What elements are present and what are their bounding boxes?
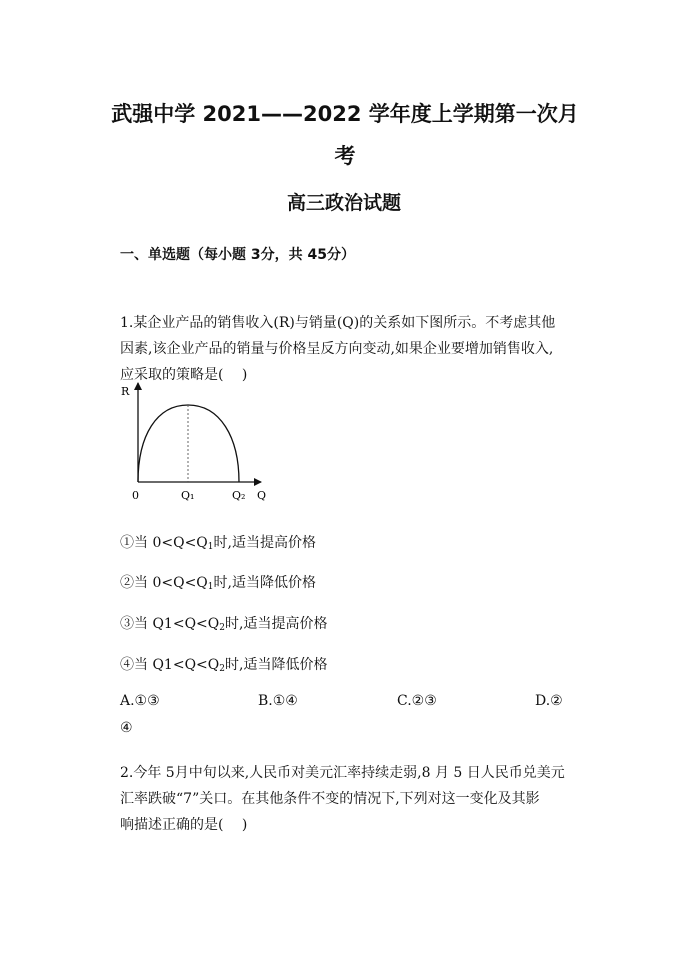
exam-title-line2: 考 — [334, 144, 356, 168]
option-text: 当 0<Q<Q — [134, 575, 208, 591]
y-axis-label: R — [121, 385, 130, 398]
option-text: 当 Q1<Q<Q — [134, 657, 220, 673]
section-heading: 一、单选题（每小题 3分，共 45分） — [120, 247, 355, 263]
question-1-stem-line: 因素,该企业产品的销量与价格呈反方向变动,如果企业要增加销售收入, — [120, 341, 554, 357]
question-1-stem-line: 应采取的策略是( ) — [120, 367, 248, 383]
question-2-stem — [120, 760, 570, 838]
answer-choice-d: D.② — [535, 693, 563, 709]
revenue-quantity-graph — [115, 375, 275, 510]
option-text: 当 Q1<Q<Q — [134, 616, 220, 632]
answer-choice-c: C.②③ — [397, 693, 437, 709]
option-mark: ② — [120, 575, 134, 591]
question-2-stem-line: 汇率跌破“7”关口。在其他条件不变的情况下,下列对这一变化及其影 — [120, 791, 540, 807]
option-3 — [120, 613, 327, 633]
option-text: 当 0<Q<Q — [134, 535, 208, 551]
answer-choice-d-wrap: ④ — [120, 720, 133, 736]
question-2-stem-line: 响描述正确的是( ) — [120, 817, 248, 833]
option-subscript: 1 — [207, 542, 214, 552]
exam-title-line1: 武强中学 2021——2022 学年度上学期第一次月 — [111, 102, 579, 126]
question-1-stem-line: 1.某企业产品的销售收入(R)与销量(Q)的关系如下图所示。不考虑其他 — [120, 315, 556, 331]
option-subscript: 2 — [219, 664, 225, 674]
option-text: 时,适当降低价格 — [225, 657, 328, 673]
option-4 — [120, 654, 327, 674]
x-axis-label: Q — [257, 489, 267, 502]
option-2 — [120, 572, 316, 592]
origin-label: 0 — [132, 489, 139, 502]
q1-tick-label: Q₁ — [181, 489, 195, 502]
answer-choice-b: B.①④ — [258, 693, 298, 709]
option-text: 时,适当降低价格 — [213, 575, 316, 591]
revenue-curve — [138, 405, 239, 482]
option-subscript: 2 — [219, 623, 225, 633]
exam-subtitle: 高三政治试题 — [286, 192, 401, 214]
option-text: 时,适当提高价格 — [213, 535, 316, 551]
q2-tick-label: Q₂ — [232, 489, 246, 502]
option-mark: ③ — [120, 616, 134, 632]
option-1 — [120, 532, 316, 552]
option-mark: ④ — [120, 657, 134, 673]
question-2-stem-line: 2.今年 5月中旬以来,人民币对美元汇率持续走弱,8 月 5 日人民币兑美元 — [120, 765, 565, 781]
option-text: 时,适当提高价格 — [225, 616, 328, 632]
answer-choice-a: A.①③ — [120, 693, 160, 709]
option-mark: ① — [120, 535, 134, 551]
option-subscript: 1 — [207, 582, 214, 592]
